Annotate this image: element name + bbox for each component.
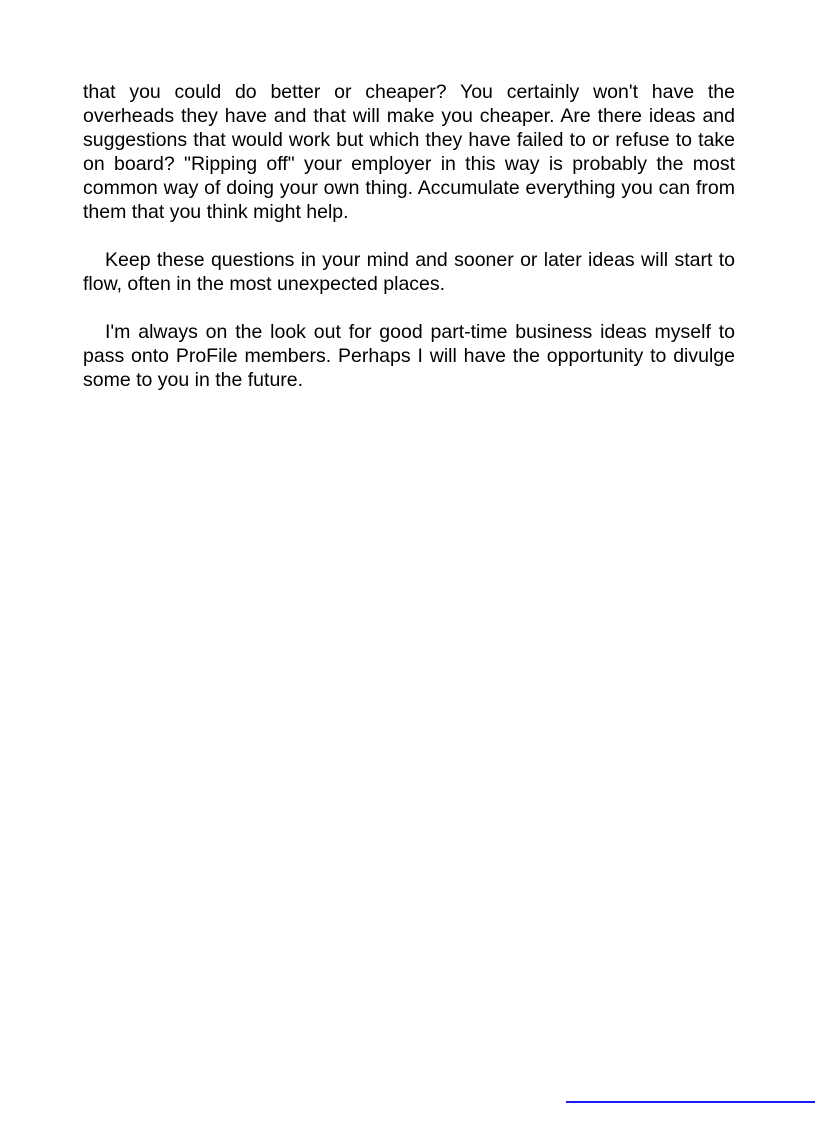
footer-rule: [566, 1101, 815, 1103]
paragraph-profile-ideas: I'm always on the look out for good part-time business ideas myself to pass onto ProFile members. Perhaps I will have the opportunity to divulge some to you in the future.: [83, 321, 735, 391]
page-body: [83, 80, 735, 416]
paragraph-continuation: that you could do better or cheaper? You certainly won't have the overheads they have and that will make you cheaper. Are there ideas and suggestions that would work but which they have failed to or refuse to take on board? "Ripping off" your employer in this way is probably the most common way of doing your own thing. Accumulate everything you can from them that you think might help.: [83, 81, 735, 223]
paragraph-questions: Keep these questions in your mind and sooner or later ideas will start to flow, often in the most unexpected places.: [83, 249, 735, 295]
